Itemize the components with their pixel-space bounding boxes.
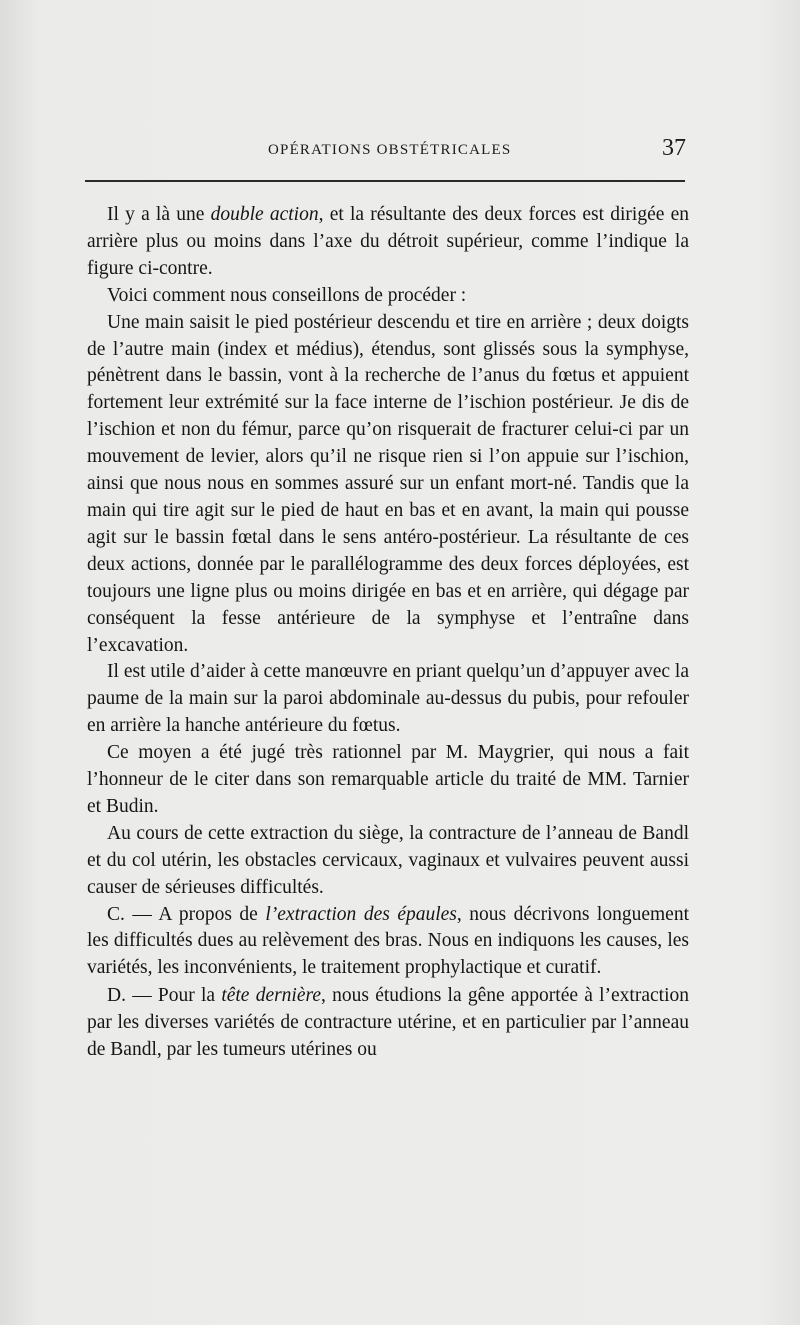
paragraph-1-emphasis: double action [210, 204, 319, 225]
paragraph-1-text-end: , et la résultante des deux forces est dirigée en arrière plus ou moins dans l’axe du détroit supérieur, comme l’indique la figure ci-contre. [87, 204, 690, 279]
page-number: 37 [662, 135, 686, 161]
paragraph-7-text: C. — A propos de [107, 903, 266, 925]
paragraph-5: Ce moyen a été jugé très rationnel par M. Maygrier, qui nous a fait l’honneur de le citer dans son remarquable article du traité de MM. Tarnier et Budin. [87, 742, 689, 817]
paragraph-8-text: D. — Pour la [107, 985, 222, 1007]
header-rule [85, 180, 685, 182]
paragraph-4: Il est utile d’aider à cette manœuvre en priant quelqu’un d’appuyer avec la paume de la main sur la paroi abdominale au-dessus du pubis, pour refouler en arrière la hanche antérieure du fœtus. [87, 661, 689, 737]
page-header [90, 135, 690, 168]
paragraph-7-text-end: , nous décrivons longuement les difficultés dues au relèvement des bras. Nous en indiquons les causes, les variétés, les inconvénients, le traitement prophylactique et curatif. [87, 903, 689, 979]
body-text [87, 202, 689, 1064]
paragraph-3: Une main saisit le pied postérieur descendu et tire en arrière ; deux doigts de l’autre main (index et médius), étendus, sont glissés sous la symphyse, pénètrent dans le bassin, vont à la recherche de l’anus du fœtus et appuient fortement leur extrémité sur la face interne de l’ischion postérieur. Je dis de l’ischion et non du fémur, parce qu’on risquerait de fracturer celui-ci par un mouvement de levier, alors qu’il ne risque rien si l’on appuie sur l’ischion, ainsi que nous nous en sommes assuré sur un enfant mort-né. Tandis que la main qui tire agit sur le pied de haut en bas et en avant, la main qui pousse agit sur le bassin fœtal dans le sens antéro-postérieur. La résultante de ces deux actions, donnée par le parallélogramme des deux forces déployées, est toujours une ligne plus ou moins dirigée en bas et en arrière, qui dégage par conséquent la fesse antérieure de la symphyse et l’entraîne dans l’excavation. [87, 311, 689, 656]
paragraph-8-text-end: , nous étudions la gêne apportée à l’extraction par les diverses variétés de contracture utérine, et en particulier par l’anneau de Bandl, par les tumeurs utérines ou [87, 985, 689, 1061]
paragraph-1-text: Il y a là une [107, 204, 211, 225]
paragraph-7 [87, 902, 689, 983]
paragraph-6: Au cours de cette extraction du siège, la contracture de l’anneau de Bandl et du col utérin, les obstacles cervicaux, vaginaux et vulvaires peuvent aussi causer de sérieuses difficultés. [87, 822, 689, 898]
paragraph-8-emphasis: tête dernière [221, 985, 322, 1007]
running-title: OPÉRATIONS OBSTÉTRICALES [268, 142, 512, 158]
paragraph-1 [87, 202, 689, 283]
paragraph-7-emphasis: l’extraction des épaules [265, 903, 457, 925]
paragraph-8 [87, 983, 689, 1064]
paragraph-2: Voici comment nous conseillons de procéder : [107, 284, 467, 306]
